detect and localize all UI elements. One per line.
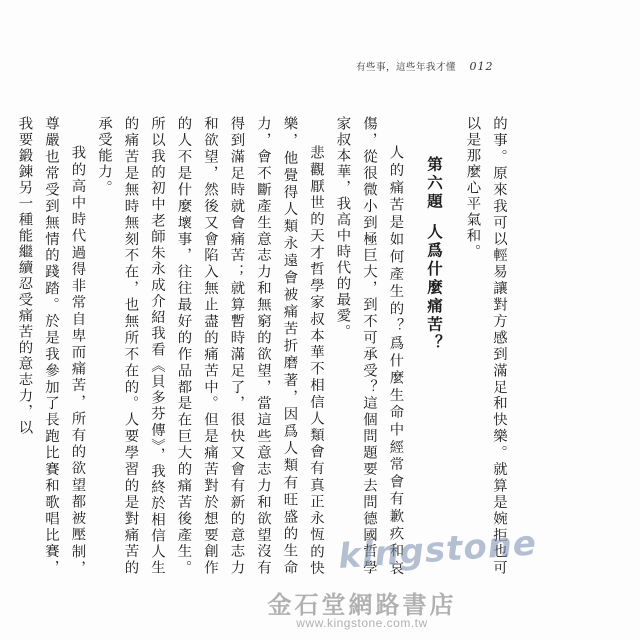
running-head-title: 有些事，這些年我才懂 (356, 62, 457, 73)
page-number: 012 (469, 60, 494, 73)
heading-number: 第六題 (425, 156, 443, 212)
watermark-logo-text: kingstone (336, 523, 539, 578)
paragraph-3: 我的高中時代過得非常自卑而痛苦，所有的欲望都被壓制，尊嚴也常受到無情的踐踏。於是我參加了長跑比賽和歌唱比賽，我要鍛鍊另一種能繼續忍受痛苦的意志力，以 (16, 116, 86, 576)
paragraph-1: 人的痛苦是如何產生的？爲什麼生命中經常會有歉疚和哀傷，從很微小到極巨大，到不可承受？這個問題要去問德國哲學家叔本華，我高中時代的最愛。 (334, 116, 404, 576)
paragraph-2: 悲觀厭世的天才哲學家叔本華不相信人類會有真正永恆的快樂，他覺得人類永遠會被痛苦折磨著，因爲人類有旺盛的生命力，會不斷產生意志力和無窮的欲望，當這些意志力和欲望沒有得到滿足時就會痛苦；就算暫時滿足了，很快又會有新的意志力和欲望，然後又會陷入無止盡的痛苦中。但是痛苦對於想要創作的人不是什麼壞事，往往最好的作品都是在巨大的痛苦後產生。所以我的初中老師朱永成介紹我看《貝多芬傳》，我終於相信人生的痛苦是無時無刻不在，也無所不在的。人要學習的是對痛苦的承受能力。 (96, 116, 324, 576)
watermark-url: www.kingstone.com.tw (296, 616, 428, 630)
vertical-text-body (16, 116, 512, 576)
watermark-store-name: 金石堂網路書店 (267, 590, 457, 619)
heading-title: 人爲什麼痛苦？ (425, 223, 443, 353)
section-heading (421, 116, 448, 576)
paragraph-continued: 的事。原來我可以輕易讓對方感到滿足和快樂。就算是婉拒也可以是那麼心平氣和。 (464, 116, 507, 576)
running-head (356, 59, 596, 75)
